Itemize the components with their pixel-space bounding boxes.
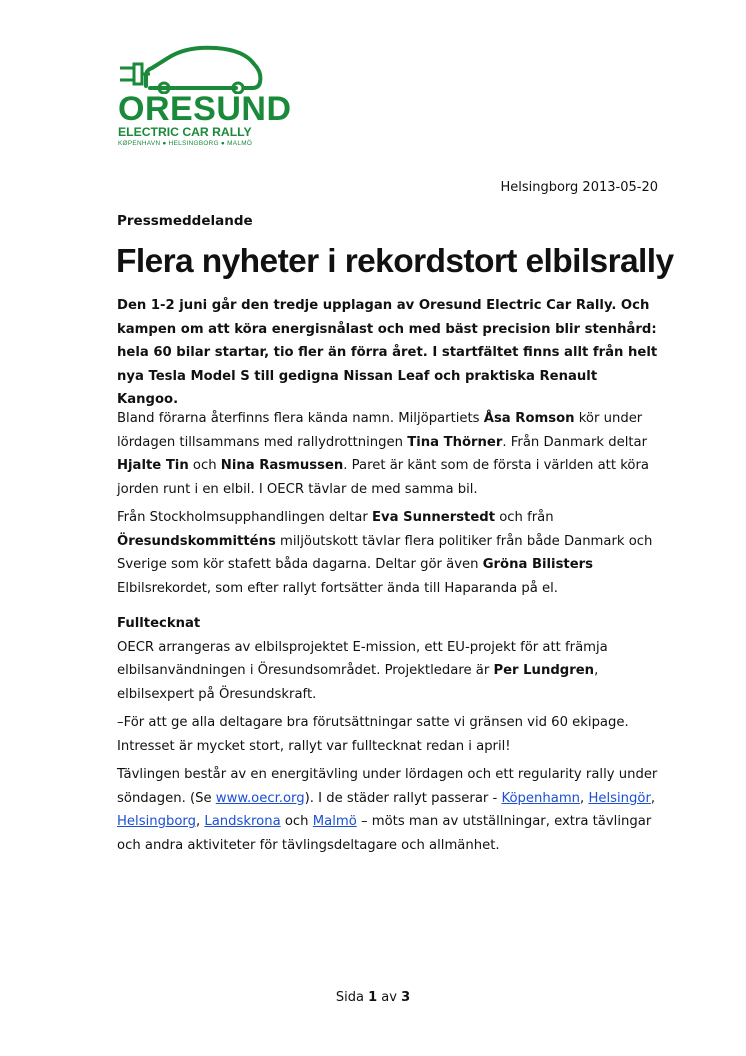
paragraph-organizer: OECR arrangeras av elbilsprojektet E-mission, ett EU-projekt för att främja elbilsanvändningen i Öresundsområdet. Projektledare är Per Lundgren, elbilsexpert på Öresundskraft. — [117, 639, 608, 702]
logo-wordmark: ORESUND — [118, 90, 292, 128]
subheading: Fulltecknat — [117, 616, 201, 631]
link-landskrona[interactable]: Landskrona — [204, 814, 281, 829]
electric-car-plug-icon — [116, 42, 266, 94]
name-tina-thorner: Tina Thörner — [407, 434, 503, 450]
date-line: Helsingborg 2013-05-20 — [500, 180, 658, 195]
paragraph-quote: –För att ge alla deltagare bra förutsättningar satte vi gränsen vid 60 ekipage. Intresset är mycket stort, rallyt var fulltecknat redan i april! — [117, 715, 629, 754]
name-per-lundgren: Per Lundgren — [493, 663, 595, 678]
paragraph-drivers: Bland förarna återfinns flera kända namn. Miljöpartiets Åsa Romson kör under lördagen tillsammans med rallydrottningen Tina Thörner. Från Danmark deltar Hjalte Tin och Nina Rasmussen. Paret är känt som de första i världen att köra jorden runt i en elbil. I OECR tävlar de med samma bil. — [117, 411, 649, 497]
body-text — [117, 407, 662, 862]
current-page: 1 — [368, 990, 378, 1005]
name-eva-sunnerstedt: Eva Sunnerstedt — [372, 510, 496, 525]
logo-subtitle: ELECTRIC CAR RALLY — [118, 125, 252, 139]
name-oresundskommitten: Öresundskommitténs — [117, 533, 276, 549]
name-asa-romson: Åsa Romson — [483, 411, 575, 426]
link-oecr[interactable]: www.oecr.org — [215, 790, 305, 806]
link-kopenhamn[interactable]: Köpenhamn — [501, 790, 581, 806]
page-title: Flera nyheter i rekordstort elbilsrally — [116, 243, 674, 280]
link-helsingborg[interactable]: Helsingborg — [117, 814, 196, 829]
link-malmo[interactable]: Malmö — [312, 814, 357, 829]
paragraph-politicians: Från Stockholmsupphandlingen deltar Eva Sunnerstedt och från Öresundskommitténs miljöutskott tävlar flera politiker från både Danmark och Sverige som kör stafett båda dagarna. Deltar gör även Gröna Bilisters Elbilsrekordet, som efter rallyt fortsätter ända till Haparanda på el. — [117, 510, 653, 596]
total-pages: 3 — [401, 990, 411, 1005]
name-hjalte-tin: Hjalte Tin — [117, 458, 189, 473]
lead-paragraph: Den 1-2 juni går den tredje upplagan av Oresund Electric Car Rally. Och kampen om att köra energisnålast och med bäst precision blir stenhård: hela 60 bilar startar, tio fler än förra året. I startfältet finns allt från helt nya Tesla Model S till gedigna Nissan Leaf och praktiska Renault Kangoo. — [117, 298, 658, 407]
name-nina-rasmussen: Nina Rasmussen — [220, 458, 344, 473]
link-helsingor[interactable]: Helsingör — [588, 790, 651, 806]
oecr-logo — [116, 42, 292, 152]
logo-cities: KØPENHAVN ● HELSINGBORG ● MALMÖ — [118, 140, 253, 147]
page-footer: Sida 1 av 3 — [335, 990, 411, 1005]
document-type-label: Pressmeddelande — [117, 213, 253, 229]
paragraph-program: Tävlingen består av en energitävling under lördagen och ett regularity rally under söndagen. (Se www.oecr.org). I de städer rallyt passerar - Köpenhamn, Helsingör, Helsingborg, Landskrona och Malmö – möts man av utställningar, extra tävlingar och andra aktiviteter för tävlingsdeltagare och allmänhet. — [117, 767, 658, 853]
name-grona-bilisters: Gröna Bilisters — [482, 557, 594, 572]
